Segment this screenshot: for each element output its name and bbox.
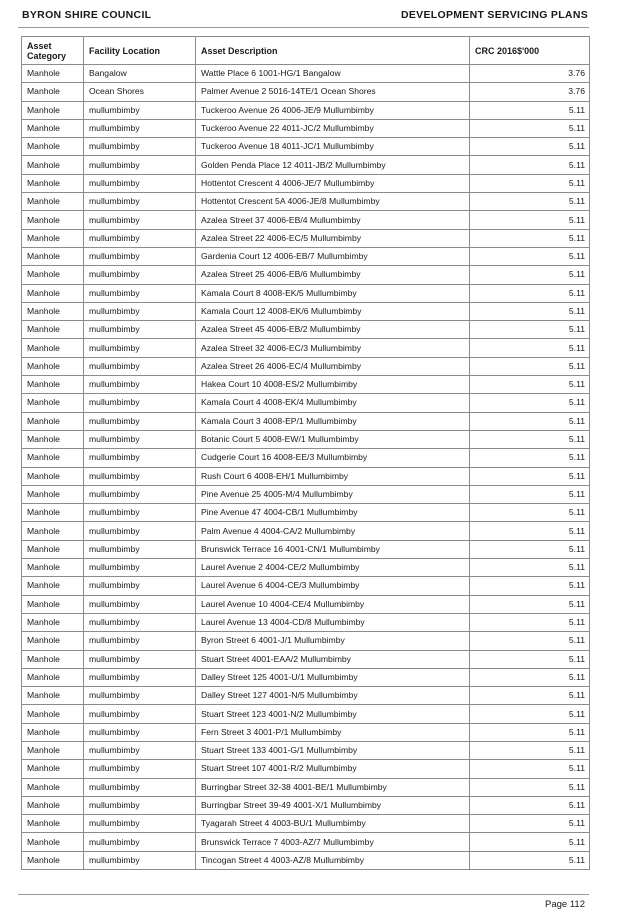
- cell-facility-location: mullumbimby: [84, 229, 196, 247]
- cell-asset-description: Stuart Street 133 4001-G/1 Mullumbimby: [196, 741, 470, 759]
- cell-facility-location: mullumbimby: [84, 760, 196, 778]
- cell-facility-location: mullumbimby: [84, 851, 196, 869]
- cell-crc-value: 5.11: [470, 339, 590, 357]
- table-row: [22, 284, 590, 302]
- cell-asset-description: Pine Avenue 25 4005-M/4 Mullumbimby: [196, 485, 470, 503]
- table-row: [22, 119, 590, 137]
- cell-asset-category: Manhole: [22, 156, 84, 174]
- cell-asset-category: Manhole: [22, 723, 84, 741]
- table-row: [22, 632, 590, 650]
- cell-crc-value: 5.11: [470, 156, 590, 174]
- cell-asset-category: Manhole: [22, 632, 84, 650]
- cell-crc-value: 3.76: [470, 65, 590, 83]
- cell-facility-location: mullumbimby: [84, 174, 196, 192]
- cell-facility-location: mullumbimby: [84, 504, 196, 522]
- column-header-crc: CRC 2016$'000: [470, 37, 590, 65]
- table-row: [22, 650, 590, 668]
- cell-facility-location: mullumbimby: [84, 101, 196, 119]
- table-row: [22, 833, 590, 851]
- cell-asset-description: Hottentot Crescent 4 4006-JE/7 Mullumbimby: [196, 174, 470, 192]
- table-header-row: [22, 37, 590, 65]
- cell-asset-category: Manhole: [22, 119, 84, 137]
- cell-asset-description: Azalea Street 45 4006-EB/2 Mullumbimby: [196, 321, 470, 339]
- cell-crc-value: 5.11: [470, 650, 590, 668]
- table-row: [22, 376, 590, 394]
- cell-crc-value: 5.11: [470, 723, 590, 741]
- table-row: [22, 394, 590, 412]
- cell-facility-location: mullumbimby: [84, 302, 196, 320]
- table-row: [22, 705, 590, 723]
- cell-crc-value: 5.11: [470, 705, 590, 723]
- cell-asset-description: Brunswick Terrace 16 4001-CN/1 Mullumbimby: [196, 540, 470, 558]
- table-row: [22, 430, 590, 448]
- table-row: [22, 339, 590, 357]
- cell-facility-location: mullumbimby: [84, 613, 196, 631]
- table-row: [22, 559, 590, 577]
- table-row: [22, 668, 590, 686]
- cell-facility-location: mullumbimby: [84, 540, 196, 558]
- table-body: [22, 65, 590, 870]
- cell-asset-category: Manhole: [22, 449, 84, 467]
- column-header-asset-category: Asset Category: [22, 37, 84, 65]
- table-row: [22, 595, 590, 613]
- cell-asset-category: Manhole: [22, 339, 84, 357]
- table-row: [22, 266, 590, 284]
- cell-asset-category: Manhole: [22, 559, 84, 577]
- cell-crc-value: 5.11: [470, 174, 590, 192]
- page-number: Page 112: [545, 899, 585, 910]
- cell-crc-value: 5.11: [470, 138, 590, 156]
- cell-crc-value: 5.11: [470, 504, 590, 522]
- cell-asset-description: Botanic Court 5 4008-EW/1 Mullumbimby: [196, 430, 470, 448]
- cell-asset-category: Manhole: [22, 540, 84, 558]
- cell-facility-location: Ocean Shores: [84, 83, 196, 101]
- cell-crc-value: 5.11: [470, 522, 590, 540]
- table-row: [22, 247, 590, 265]
- table-row: [22, 540, 590, 558]
- cell-facility-location: mullumbimby: [84, 723, 196, 741]
- table-row: [22, 778, 590, 796]
- table-row: [22, 357, 590, 375]
- cell-facility-location: mullumbimby: [84, 321, 196, 339]
- cell-asset-description: Golden Penda Place 12 4011-JB/2 Mullumbimby: [196, 156, 470, 174]
- cell-facility-location: mullumbimby: [84, 339, 196, 357]
- cell-crc-value: 5.11: [470, 815, 590, 833]
- cell-asset-description: Tyagarah Street 4 4003-BU/1 Mullumbimby: [196, 815, 470, 833]
- cell-crc-value: 5.11: [470, 741, 590, 759]
- table-row: [22, 796, 590, 814]
- cell-asset-description: Wattle Place 6 1001-HG/1 Bangalow: [196, 65, 470, 83]
- cell-crc-value: 5.11: [470, 687, 590, 705]
- cell-facility-location: mullumbimby: [84, 705, 196, 723]
- cell-crc-value: 5.11: [470, 595, 590, 613]
- cell-crc-value: 5.11: [470, 266, 590, 284]
- cell-asset-category: Manhole: [22, 577, 84, 595]
- cell-facility-location: mullumbimby: [84, 687, 196, 705]
- cell-asset-description: Byron Street 6 4001-J/1 Mullumbimby: [196, 632, 470, 650]
- cell-asset-category: Manhole: [22, 705, 84, 723]
- cell-crc-value: 5.11: [470, 577, 590, 595]
- cell-asset-description: Tincogan Street 4 4003-AZ/8 Mullumbimby: [196, 851, 470, 869]
- cell-asset-description: Stuart Street 4001-EAA/2 Mullumbimby: [196, 650, 470, 668]
- table-row: [22, 321, 590, 339]
- table-row: [22, 723, 590, 741]
- cell-asset-category: Manhole: [22, 613, 84, 631]
- cell-facility-location: mullumbimby: [84, 778, 196, 796]
- cell-asset-description: Laurel Avenue 10 4004-CE/4 Mullumbimby: [196, 595, 470, 613]
- cell-asset-description: Tuckeroo Avenue 18 4011-JC/1 Mullumbimby: [196, 138, 470, 156]
- cell-asset-description: Azalea Street 26 4006-EC/4 Mullumbimby: [196, 357, 470, 375]
- cell-facility-location: mullumbimby: [84, 394, 196, 412]
- footer-divider: [18, 894, 589, 895]
- table-row: [22, 760, 590, 778]
- cell-crc-value: 5.11: [470, 321, 590, 339]
- cell-crc-value: 5.11: [470, 632, 590, 650]
- cell-facility-location: mullumbimby: [84, 357, 196, 375]
- cell-crc-value: 5.11: [470, 778, 590, 796]
- cell-crc-value: 5.11: [470, 302, 590, 320]
- document-title: DEVELOPMENT SERVICING PLANS: [400, 9, 588, 21]
- cell-asset-category: Manhole: [22, 247, 84, 265]
- cell-asset-category: Manhole: [22, 412, 84, 430]
- cell-facility-location: mullumbimby: [84, 595, 196, 613]
- cell-asset-category: Manhole: [22, 266, 84, 284]
- cell-asset-description: Dalley Street 127 4001-N/5 Mullumbimby: [196, 687, 470, 705]
- cell-asset-description: Kamala Court 4 4008-EK/4 Mullumbimby: [196, 394, 470, 412]
- table-row: [22, 851, 590, 869]
- cell-crc-value: 5.11: [470, 449, 590, 467]
- cell-crc-value: 5.11: [470, 284, 590, 302]
- table-row: [22, 449, 590, 467]
- cell-facility-location: mullumbimby: [84, 815, 196, 833]
- cell-facility-location: mullumbimby: [84, 522, 196, 540]
- cell-facility-location: mullumbimby: [84, 247, 196, 265]
- cell-asset-description: Palmer Avenue 2 5016-14TE/1 Ocean Shores: [196, 83, 470, 101]
- table-row: [22, 101, 590, 119]
- column-header-asset-description: Asset Description: [196, 37, 470, 65]
- cell-asset-description: Azalea Street 25 4006-EB/6 Mullumbimby: [196, 266, 470, 284]
- cell-facility-location: mullumbimby: [84, 577, 196, 595]
- cell-asset-description: Burringbar Street 32-38 4001-BE/1 Mullumbimby: [196, 778, 470, 796]
- table-row: [22, 467, 590, 485]
- cell-asset-category: Manhole: [22, 430, 84, 448]
- cell-facility-location: mullumbimby: [84, 119, 196, 137]
- cell-asset-description: Laurel Avenue 2 4004-CE/2 Mullumbimby: [196, 559, 470, 577]
- cell-crc-value: 5.11: [470, 193, 590, 211]
- cell-crc-value: 5.11: [470, 559, 590, 577]
- cell-facility-location: mullumbimby: [84, 193, 196, 211]
- cell-asset-category: Manhole: [22, 65, 84, 83]
- cell-asset-category: Manhole: [22, 741, 84, 759]
- cell-asset-description: Brunswick Terrace 7 4003-AZ/7 Mullumbimby: [196, 833, 470, 851]
- cell-asset-category: Manhole: [22, 138, 84, 156]
- cell-facility-location: mullumbimby: [84, 156, 196, 174]
- table-row: [22, 174, 590, 192]
- cell-crc-value: 5.11: [470, 247, 590, 265]
- cell-facility-location: mullumbimby: [84, 668, 196, 686]
- cell-asset-category: Manhole: [22, 284, 84, 302]
- cell-asset-description: Dalley Street 125 4001-U/1 Mullumbimby: [196, 668, 470, 686]
- cell-asset-category: Manhole: [22, 778, 84, 796]
- cell-asset-category: Manhole: [22, 83, 84, 101]
- page-header: [22, 9, 588, 23]
- cell-asset-description: Gardenia Court 12 4006-EB/7 Mullumbimby: [196, 247, 470, 265]
- cell-asset-description: Kamala Court 12 4008-EK/6 Mullumbimby: [196, 302, 470, 320]
- cell-crc-value: 5.11: [470, 833, 590, 851]
- cell-facility-location: mullumbimby: [84, 412, 196, 430]
- cell-asset-description: Laurel Avenue 6 4004-CE/3 Mullumbimby: [196, 577, 470, 595]
- table-row: [22, 65, 590, 83]
- table-row: [22, 193, 590, 211]
- cell-asset-description: Rush Court 6 4008-EH/1 Mullumbimby: [196, 467, 470, 485]
- cell-crc-value: 5.11: [470, 760, 590, 778]
- table-row: [22, 412, 590, 430]
- cell-crc-value: 5.11: [470, 357, 590, 375]
- cell-facility-location: mullumbimby: [84, 485, 196, 503]
- column-header-facility-location: Facility Location: [84, 37, 196, 65]
- cell-facility-location: mullumbimby: [84, 467, 196, 485]
- cell-asset-category: Manhole: [22, 796, 84, 814]
- table-row: [22, 138, 590, 156]
- cell-crc-value: 3.76: [470, 83, 590, 101]
- cell-asset-category: Manhole: [22, 522, 84, 540]
- table-row: [22, 687, 590, 705]
- cell-asset-description: Hottentot Crescent 5A 4006-JE/8 Mullumbimby: [196, 193, 470, 211]
- table-row: [22, 156, 590, 174]
- cell-asset-category: Manhole: [22, 833, 84, 851]
- cell-crc-value: 5.11: [470, 613, 590, 631]
- cell-asset-description: Stuart Street 107 4001-R/2 Mullumbimby: [196, 760, 470, 778]
- cell-facility-location: mullumbimby: [84, 449, 196, 467]
- cell-facility-location: mullumbimby: [84, 632, 196, 650]
- cell-asset-category: Manhole: [22, 394, 84, 412]
- cell-asset-description: Azalea Street 22 4006-EC/5 Mullumbimby: [196, 229, 470, 247]
- cell-asset-category: Manhole: [22, 321, 84, 339]
- cell-asset-category: Manhole: [22, 687, 84, 705]
- table-row: [22, 485, 590, 503]
- organisation-name: BYRON SHIRE COUNCIL: [22, 9, 152, 21]
- cell-asset-category: Manhole: [22, 101, 84, 119]
- table-row: [22, 522, 590, 540]
- cell-asset-description: Fern Street 3 4001-P/1 Mullumbimby: [196, 723, 470, 741]
- cell-asset-category: Manhole: [22, 193, 84, 211]
- cell-asset-category: Manhole: [22, 815, 84, 833]
- cell-crc-value: 5.11: [470, 394, 590, 412]
- table-row: [22, 302, 590, 320]
- cell-asset-description: Burringbar Street 39-49 4001-X/1 Mullumbimby: [196, 796, 470, 814]
- cell-facility-location: mullumbimby: [84, 833, 196, 851]
- cell-crc-value: 5.11: [470, 101, 590, 119]
- cell-crc-value: 5.11: [470, 229, 590, 247]
- cell-crc-value: 5.11: [470, 412, 590, 430]
- cell-facility-location: mullumbimby: [84, 284, 196, 302]
- cell-facility-location: mullumbimby: [84, 650, 196, 668]
- table-row: [22, 815, 590, 833]
- cell-asset-description: Kamala Court 8 4008-EK/5 Mullumbimby: [196, 284, 470, 302]
- cell-crc-value: 5.11: [470, 668, 590, 686]
- cell-asset-description: Palm Avenue 4 4004-CA/2 Mullumbimby: [196, 522, 470, 540]
- cell-asset-category: Manhole: [22, 174, 84, 192]
- cell-facility-location: Bangalow: [84, 65, 196, 83]
- cell-asset-category: Manhole: [22, 650, 84, 668]
- cell-facility-location: mullumbimby: [84, 559, 196, 577]
- cell-facility-location: mullumbimby: [84, 376, 196, 394]
- cell-asset-description: Azalea Street 32 4006-EC/3 Mullumbimby: [196, 339, 470, 357]
- table-row: [22, 613, 590, 631]
- asset-table: [21, 36, 590, 870]
- cell-asset-category: Manhole: [22, 211, 84, 229]
- cell-asset-description: Laurel Avenue 13 4004-CD/8 Mullumbimby: [196, 613, 470, 631]
- table-row: [22, 741, 590, 759]
- cell-crc-value: 5.11: [470, 796, 590, 814]
- cell-asset-description: Stuart Street 123 4001-N/2 Mullumbimby: [196, 705, 470, 723]
- cell-crc-value: 5.11: [470, 211, 590, 229]
- cell-asset-description: Pine Avenue 47 4004-CB/1 Mullumbimby: [196, 504, 470, 522]
- cell-facility-location: mullumbimby: [84, 430, 196, 448]
- cell-asset-description: Tuckeroo Avenue 26 4006-JE/9 Mullumbimby: [196, 101, 470, 119]
- cell-crc-value: 5.11: [470, 119, 590, 137]
- table-row: [22, 229, 590, 247]
- cell-facility-location: mullumbimby: [84, 266, 196, 284]
- cell-asset-description: Cudgerie Court 16 4008-EE/3 Mullumbimby: [196, 449, 470, 467]
- cell-asset-category: Manhole: [22, 668, 84, 686]
- cell-crc-value: 5.11: [470, 540, 590, 558]
- cell-facility-location: mullumbimby: [84, 211, 196, 229]
- table-row: [22, 83, 590, 101]
- cell-asset-category: Manhole: [22, 760, 84, 778]
- cell-asset-category: Manhole: [22, 357, 84, 375]
- cell-asset-category: Manhole: [22, 595, 84, 613]
- cell-asset-description: Azalea Street 37 4006-EB/4 Mullumbimby: [196, 211, 470, 229]
- cell-asset-category: Manhole: [22, 851, 84, 869]
- table-row: [22, 577, 590, 595]
- cell-asset-description: Kamala Court 3 4008-EP/1 Mullumbimby: [196, 412, 470, 430]
- cell-crc-value: 5.11: [470, 851, 590, 869]
- cell-crc-value: 5.11: [470, 485, 590, 503]
- cell-asset-category: Manhole: [22, 504, 84, 522]
- cell-asset-category: Manhole: [22, 376, 84, 394]
- table-row: [22, 211, 590, 229]
- cell-asset-description: Hakea Court 10 4008-ES/2 Mullumbimby: [196, 376, 470, 394]
- cell-crc-value: 5.11: [470, 376, 590, 394]
- cell-facility-location: mullumbimby: [84, 138, 196, 156]
- cell-facility-location: mullumbimby: [84, 741, 196, 759]
- cell-asset-category: Manhole: [22, 302, 84, 320]
- cell-asset-category: Manhole: [22, 467, 84, 485]
- cell-asset-description: Tuckeroo Avenue 22 4011-JC/2 Mullumbimby: [196, 119, 470, 137]
- cell-asset-category: Manhole: [22, 485, 84, 503]
- cell-crc-value: 5.11: [470, 467, 590, 485]
- cell-asset-category: Manhole: [22, 229, 84, 247]
- cell-facility-location: mullumbimby: [84, 796, 196, 814]
- table-row: [22, 504, 590, 522]
- header-divider: [18, 27, 589, 28]
- cell-crc-value: 5.11: [470, 430, 590, 448]
